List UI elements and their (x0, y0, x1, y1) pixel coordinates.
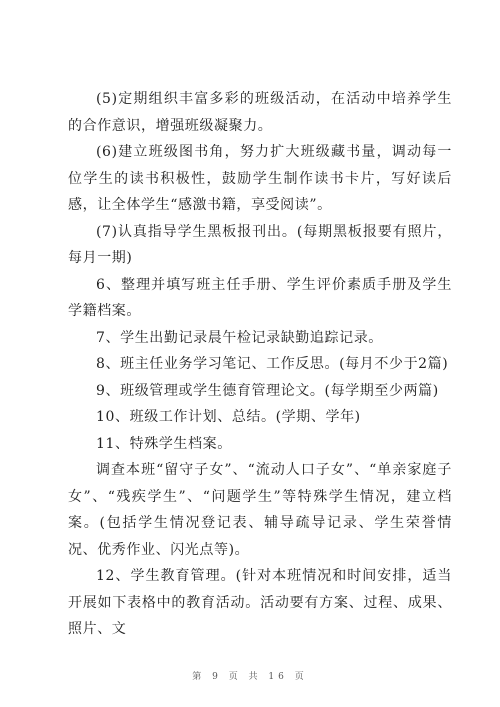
paragraph-section-11: 11、特殊学生档案。 (96, 435, 232, 452)
paragraph-section-6: 6、整理并填写班主任手册、学生评价素质手册及学生学籍档案。 (68, 276, 452, 319)
paragraph-item-7: (7)认真指导学生黑板报刊出。(每期黑板报要有照片，每月一期) (68, 223, 452, 266)
paragraph-section-10: 10、班级工作计划、总结。(学期、学年) (96, 409, 361, 425)
page-number-footer: 第 9 页 共 16 页 (192, 672, 308, 682)
paragraph-item-5: (5)定期组织丰富多彩的班级活动，在活动中培养学生的合作意识，增强班级凝聚力。 (68, 91, 452, 134)
paragraph-section-12: 12、学生教育管理。(针对本班情况和时间安排，适当开展如下表格中的教育活动。活动要有方案、过程、成果、照片、文 (68, 568, 452, 637)
paragraph-special-students: 调查本班“留守子女”、“流动人口子女”、“单亲家庭子女”、“残疾学生”、“问题学生”等特殊学生情况，建立档案。(包括学生情况登记表、辅导疏导记录、学生荣誉情况、优秀作业、闪光点等)。 (68, 462, 452, 558)
paragraph-section-9: 9、班级管理或学生德育管理论文。(每学期至少两篇) (96, 382, 439, 399)
document-body (68, 86, 452, 643)
paragraph-section-7: 7、学生出勤记录晨午检记录缺勤追踪记录。 (96, 329, 383, 346)
paragraph-item-6: (6)建立班级图书角，努力扩大班级藏书量，调动每一位学生的读书积极性，鼓励学生制作读书卡片，写好读后感，让全体学生“感激书籍，享受阅读”。 (68, 144, 452, 213)
paragraph-section-8: 8、班主任业务学习笔记、工作反思。(每月不少于2篇) (96, 356, 449, 372)
